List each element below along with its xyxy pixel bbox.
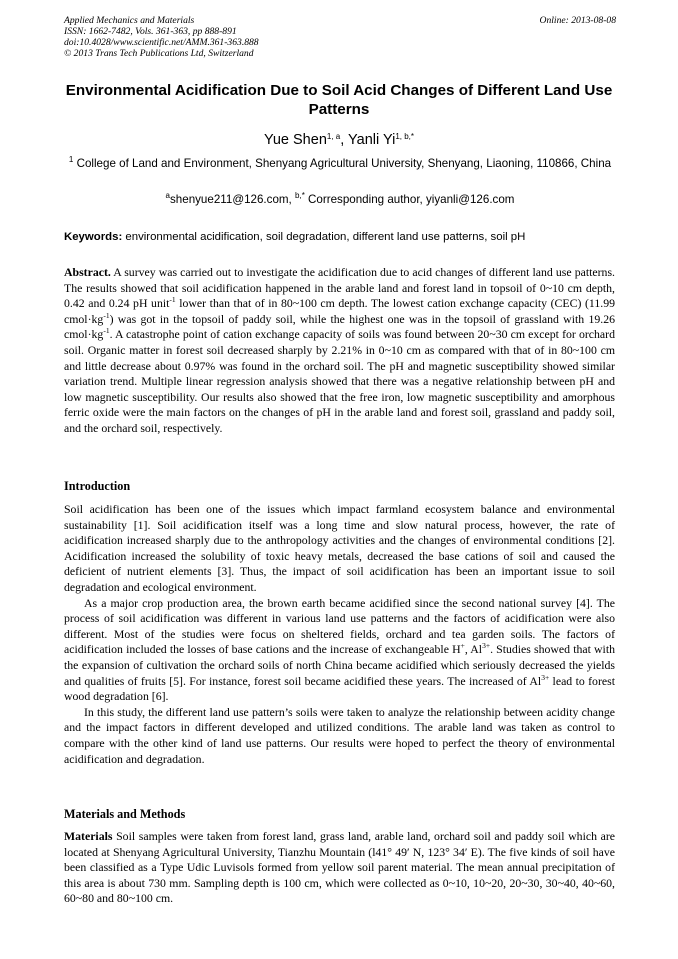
superscript: 3+ — [541, 672, 550, 682]
introduction-body — [64, 502, 615, 767]
doi-line: doi:10.4028/www.scientific.net/AMM.361-363.888 — [64, 37, 259, 48]
corresponding-author: Corresponding author, yiyanli@126.com — [308, 193, 515, 206]
abstract-text: . A catastrophe point of cation exchange capacity of soils was found between 20~30 cm except for orchard soil. Organic matter in forest soil decreased sharply by 2.21% in 0~10 cm as compared with that of in 80~100 cm and little decrease about 0.97% was found in the orchard soil. The pH and magnetic susceptibility showed similar variation trend. Multiple linear regression analysis showed that there was a negative relationship between pH and low magnetic susceptibility. Our results also showed that the free iron, low magnetic susceptibility and amorphous ferric oxide were the main factors on the changes of pH in the arable land and forest soil, grassland and paddy soil, and the orchard soil, respectively. — [64, 327, 615, 435]
superscript: + — [460, 641, 465, 651]
paper-title: Environmental Acidification Due to Soil Acid Changes of Different Land Use Patterns — [65, 82, 613, 118]
author-name: Yanli Yi — [348, 132, 396, 148]
abstract-label: Abstract. — [64, 265, 111, 279]
introduction-heading: Introduction — [64, 479, 131, 493]
online-date: Online: 2013-08-08 — [539, 15, 616, 26]
affiliation-text: College of Land and Environment, Shenyang Agricultural University, Shenyang, Liaoning, 110866, China — [76, 157, 612, 170]
abstract-text: ) was got in the topsoil of paddy soil, while the highest one was in the topsoil of grassland with 19.26 cmol·kg — [64, 311, 615, 342]
paragraph-text: . Studies showed that with the expansion of cultivation the orchard soils of north China became acidified which seriously decreased the yields and qualities of fruits [5]. For instance, forest soil became acidified these years. The increased of Al — [64, 642, 615, 688]
methods-body — [64, 829, 615, 907]
copyright-line: © 2013 Trans Tech Publications Ltd, Switzerland — [64, 48, 254, 59]
paragraph-text: As a major crop production area, the brown earth became acidified since the second national survey [4]. The process of soil acidification was different in various land use patterns and the factors of acidification were also different. Most of the studies were focus on sheltered fields, orchard and tea garden soils. The factors of acidification included the losses of base cations and the increase of exchangeable H — [64, 595, 615, 657]
materials-text: Soil samples were taken from forest land, grass land, arable land, orchard soil and paddy soil which are located at Shenyang Agricultural University, Tianzhu Mountain (l41° 49′ N, 123° 34′ E). The five kinds of soil have been classified as a Type Udic Luvisols formed from yellow soil parent material. The mean annual precipitation of this area is about 730 mm. Sampling depth is 100 cm, which were collected as 0~10, 10~20, 20~30, 30~40, 40~60, 60~80 and 80~100 cm. — [64, 829, 615, 906]
email-superscript: b,* — [295, 191, 305, 200]
abstract-text: A survey was carried out to investigate the acidification due to acid changes of different land use patterns. The results showed that soil acidification happened in the arable land and forest land in topsoil of 0~10 cm depth, 0.42 and 0.24 pH unit — [64, 265, 615, 311]
affiliation — [64, 156, 616, 172]
paragraph — [64, 596, 615, 705]
journal-header — [64, 15, 616, 59]
author-superscript: 1, a — [326, 132, 341, 141]
author-name: Yue Shen — [263, 132, 327, 148]
superscript: -1 — [169, 295, 176, 305]
email-line — [64, 192, 616, 208]
materials-label: Materials — [64, 829, 113, 843]
author-line: Yue Shen$^{1, a}$, Yanli $Yi^{1, b,*}$ — [263, 132, 415, 148]
issn-line: ISSN: 1662-7482, Vols. 361-363, pp 888-891 — [64, 26, 237, 37]
abstract-text: lower than that of in 80~100 cm depth. The lowest cation exchange capacity (CEC) (11.99 cmol·kg — [64, 296, 616, 326]
paragraph-text: lead to forest wood degradation [6]. — [64, 673, 615, 704]
paragraph: Soil acidification has been one of the issues which impact farmland ecosystem balance and environmental sustainability [1]. Soil acidification itself was a long time and slow natural process, however, the rate of acidification increased sharply due to the anthropology activities and the changes of environmental conditions [2]. Acidification increased the solubility of toxic heavy metals, decreased the base cations of soil and caused the deficient of nutrient elements [3]. Thus, the impact of soil acidification has been an important issue to soil degradation and ecological environment. — [64, 502, 615, 594]
paragraph: In this study, the different land use pattern’s soils were taken to analyze the relationship between acidity change and the impact factors in different developed and utilized conditions. The arable land was taken as control to compare with the other kind of land use patterns. Our results were hoped to perfect the theory of environmental acidification and degradation. — [64, 704, 615, 766]
journal-name: Applied Mechanics and Materials — [64, 15, 195, 26]
abstract — [64, 265, 615, 437]
superscript: -1 — [103, 310, 110, 320]
author-superscript: 1, b,* — [395, 132, 415, 141]
superscript: 3+ — [482, 641, 491, 651]
keywords — [64, 230, 616, 245]
methods-heading: Materials and Methods — [64, 807, 186, 821]
email-address-a: shenyue211@126.com, — [170, 193, 292, 206]
affiliation-superscript: 1 — [68, 155, 74, 164]
keywords-text: environmental acidification, soil degradation, different land use patterns, soil pH — [125, 231, 526, 243]
keywords-label: Keywords: — [64, 231, 123, 243]
paragraph-text: , Al — [464, 642, 483, 657]
superscript: -1 — [103, 326, 110, 336]
email-superscript: a — [165, 191, 170, 200]
